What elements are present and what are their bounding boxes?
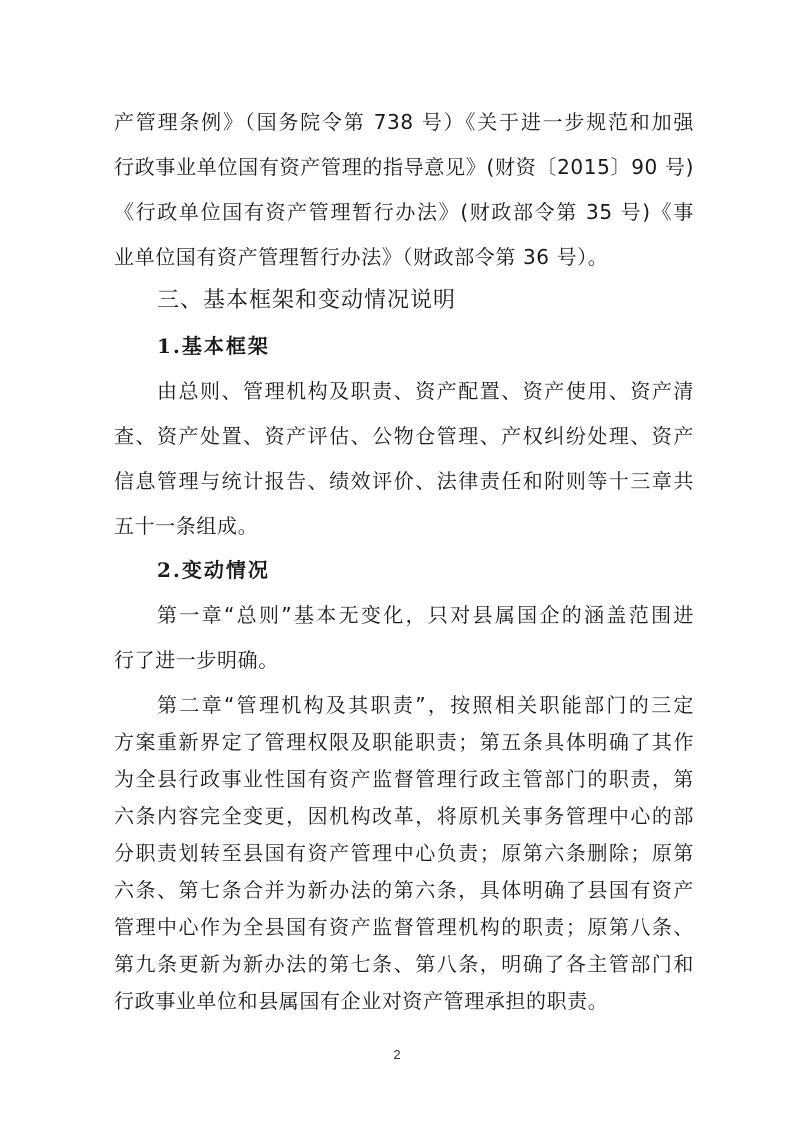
body-text-line: 分职责划转至县国有资产管理中心负责；原第六条删除；原第 <box>114 841 694 865</box>
body-text-line: 产管理条例》（国务院令第 738 号）《关于进一步规范和加强 <box>114 110 694 134</box>
body-text-line: 信息管理与统计报告、绩效评价、法律责任和附则等十三章共 <box>114 469 694 493</box>
body-text-line: 查、资产处置、资产评估、公物仓管理、产权纠纷处理、资产 <box>114 424 694 448</box>
body-text-line: 第一章“总则”基本无变化，只对县属国企的涵盖范围进 <box>157 603 694 627</box>
section-heading: 三、基本框架和变动情况说明 <box>157 288 457 313</box>
body-text-line: 为全县行政事业性国有资产监督管理行政主管部门的职责，第 <box>114 767 694 791</box>
subsection-heading: 2.变动情况 <box>157 558 270 582</box>
body-text-line: 业单位国有资产管理暂行办法》（财政部令第 36 号）。 <box>114 245 609 269</box>
body-text-line: 行政事业单位国有资产管理的指导意见》(财资〔2015〕90 号) <box>114 155 694 179</box>
body-text-line: 管理中心作为全县国有资产监督管理机构的职责；原第八条、 <box>114 915 694 939</box>
body-text-line: 方案重新界定了管理权限及职能职责；第五条具体明确了其作 <box>114 730 694 754</box>
body-text-line: 第九条更新为新办法的第七条、第八条，明确了各主管部门和 <box>114 952 694 976</box>
body-text-line: 《行政单位国有资产管理暂行办法》(财政部令第 35 号)《事 <box>114 200 694 224</box>
body-text-line: 五十一条组成。 <box>114 514 259 538</box>
body-text-line: 行政事业单位和县属国有企业对资产管理承担的职责。 <box>114 989 609 1013</box>
body-text-line: 行了进一步明确。 <box>114 648 279 672</box>
body-text-line: 第二章“管理机构及其职责”，按照相关职能部门的三定 <box>157 693 694 717</box>
body-text-line: 由总则、管理机构及职责、资产配置、资产使用、资产清 <box>157 379 694 403</box>
subsection-heading: 1.基本框架 <box>157 334 270 358</box>
body-text-line: 六条、第七条合并为新办法的第六条，具体明确了县国有资产 <box>114 878 694 902</box>
page-number: 2 <box>393 1047 401 1062</box>
body-text-line: 六条内容完全变更，因机构改革，将原机关事务管理中心的部 <box>114 804 694 828</box>
